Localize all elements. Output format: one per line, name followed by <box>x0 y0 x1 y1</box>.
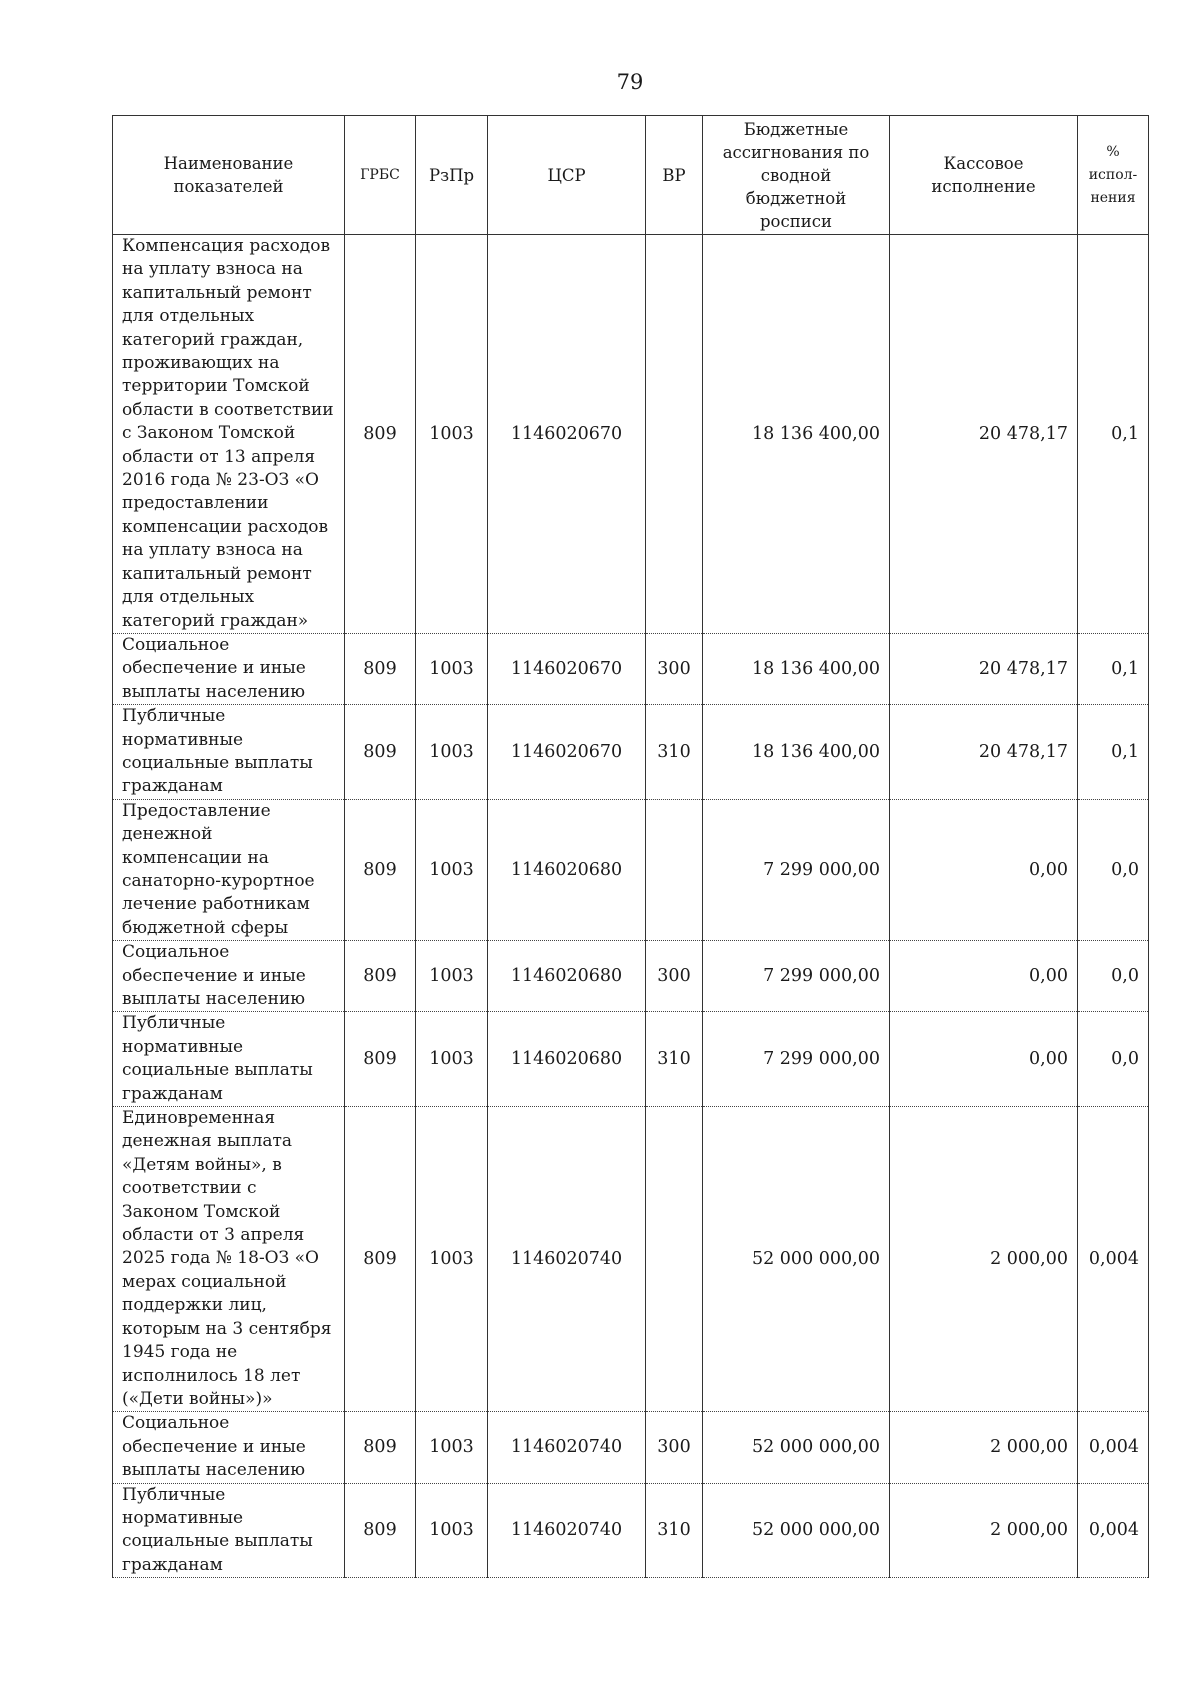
row-budget-cell: 7 299 000,00 <box>703 799 890 940</box>
row-budget-cell: 52 000 000,00 <box>703 1412 890 1483</box>
row-pct-cell: 0,004 <box>1078 1107 1149 1412</box>
row-name-cell: Социальное обеспечение и иные выплаты населению <box>113 941 345 1012</box>
table-body <box>113 235 1149 1578</box>
row-name-cell: Публичные нормативные социальные выплаты гражданам <box>113 1483 345 1578</box>
row-name-cell: Единовременная денежная выплата «Детям войны», в соответствии с Законом Томской области от 3 апреля 2025 года № 18-ОЗ «О мерах социальной поддержки лиц, которым на 3 сентября 1945 года не исполнилось 18 лет («Дети войны»)» <box>113 1107 345 1412</box>
row-vr-cell <box>646 799 703 940</box>
table-row <box>113 1412 1149 1483</box>
row-grbs-cell: 809 <box>345 235 416 634</box>
row-grbs-cell: 809 <box>345 1412 416 1483</box>
header-grbs: ГРБС <box>345 116 416 235</box>
table-row <box>113 633 1149 704</box>
row-csr-cell: 1146020740 <box>488 1483 646 1578</box>
header-cash: Кассовое исполнение <box>890 116 1078 235</box>
table-header <box>113 116 1149 235</box>
row-vr-cell: 310 <box>646 705 703 800</box>
table-row <box>113 941 1149 1012</box>
table-row <box>113 705 1149 800</box>
row-pct-cell: 0,1 <box>1078 633 1149 704</box>
row-cash-cell: 20 478,17 <box>890 633 1078 704</box>
row-cash-cell: 0,00 <box>890 799 1078 940</box>
row-budget-cell: 52 000 000,00 <box>703 1107 890 1412</box>
row-vr-cell: 310 <box>646 1012 703 1107</box>
row-pct-cell: 0,1 <box>1078 235 1149 634</box>
header-csr: ЦСР <box>488 116 646 235</box>
table-row <box>113 235 1149 634</box>
row-rzpr-cell: 1003 <box>416 1012 488 1107</box>
row-cash-cell: 2 000,00 <box>890 1483 1078 1578</box>
row-pct-cell: 0,1 <box>1078 705 1149 800</box>
page-number: 79 <box>616 70 644 94</box>
row-grbs-cell: 809 <box>345 705 416 800</box>
row-rzpr-cell: 1003 <box>416 1107 488 1412</box>
row-budget-cell: 7 299 000,00 <box>703 941 890 1012</box>
row-pct-cell: 0,0 <box>1078 941 1149 1012</box>
row-budget-cell: 7 299 000,00 <box>703 1012 890 1107</box>
row-budget-cell: 18 136 400,00 <box>703 705 890 800</box>
row-pct-cell: 0,0 <box>1078 799 1149 940</box>
row-name-cell: Компенсация расходов на уплату взноса на капитальный ремонт для отдельных категорий граждан, проживающих на территории Томской области в соответствии с Законом Томской области от 13 апреля 2016 года № 23-ОЗ «О предоставлении компенсации расходов на уплату взноса на капитальный ремонт для отдельных категорий граждан» <box>113 235 345 634</box>
row-grbs-cell: 809 <box>345 941 416 1012</box>
row-vr-cell <box>646 1107 703 1412</box>
row-pct-cell: 0,004 <box>1078 1483 1149 1578</box>
table-row <box>113 799 1149 940</box>
row-rzpr-cell: 1003 <box>416 705 488 800</box>
row-cash-cell: 2 000,00 <box>890 1412 1078 1483</box>
row-cash-cell: 0,00 <box>890 1012 1078 1107</box>
row-vr-cell: 310 <box>646 1483 703 1578</box>
row-csr-cell: 1146020670 <box>488 705 646 800</box>
header-rzpr: РзПр <box>416 116 488 235</box>
header-budget: Бюджетные ассигнования по сводной бюджетной росписи <box>703 116 890 235</box>
table-row <box>113 1107 1149 1412</box>
row-csr-cell: 1146020680 <box>488 1012 646 1107</box>
row-name-cell: Предоставление денежной компенсации на санаторно-курортное лечение работникам бюджетной сферы <box>113 799 345 940</box>
row-vr-cell <box>646 235 703 634</box>
row-csr-cell: 1146020680 <box>488 799 646 940</box>
row-csr-cell: 1146020670 <box>488 633 646 704</box>
row-grbs-cell: 809 <box>345 1483 416 1578</box>
row-cash-cell: 2 000,00 <box>890 1107 1078 1412</box>
row-csr-cell: 1146020680 <box>488 941 646 1012</box>
row-name-cell: Социальное обеспечение и иные выплаты населению <box>113 1412 345 1483</box>
row-vr-cell: 300 <box>646 633 703 704</box>
table-row <box>113 1012 1149 1107</box>
row-vr-cell: 300 <box>646 941 703 1012</box>
row-rzpr-cell: 1003 <box>416 235 488 634</box>
row-budget-cell: 18 136 400,00 <box>703 235 890 634</box>
row-pct-cell: 0,0 <box>1078 1012 1149 1107</box>
row-cash-cell: 20 478,17 <box>890 705 1078 800</box>
header-row <box>113 116 1149 235</box>
row-grbs-cell: 809 <box>345 633 416 704</box>
row-rzpr-cell: 1003 <box>416 1483 488 1578</box>
budget-execution-table <box>112 115 1149 1578</box>
table-row <box>113 1483 1149 1578</box>
row-grbs-cell: 809 <box>345 1012 416 1107</box>
header-pct: % испол-нения <box>1078 116 1149 235</box>
row-name-cell: Публичные нормативные социальные выплаты гражданам <box>113 705 345 800</box>
row-csr-cell: 1146020670 <box>488 235 646 634</box>
row-cash-cell: 20 478,17 <box>890 235 1078 634</box>
row-csr-cell: 1146020740 <box>488 1412 646 1483</box>
row-csr-cell: 1146020740 <box>488 1107 646 1412</box>
row-rzpr-cell: 1003 <box>416 633 488 704</box>
header-name: Наименование показателей <box>113 116 345 235</box>
row-cash-cell: 0,00 <box>890 941 1078 1012</box>
row-rzpr-cell: 1003 <box>416 941 488 1012</box>
header-vr: ВР <box>646 116 703 235</box>
row-budget-cell: 18 136 400,00 <box>703 633 890 704</box>
row-name-cell: Социальное обеспечение и иные выплаты населению <box>113 633 345 704</box>
row-name-cell: Публичные нормативные социальные выплаты гражданам <box>113 1012 345 1107</box>
row-vr-cell: 300 <box>646 1412 703 1483</box>
row-grbs-cell: 809 <box>345 1107 416 1412</box>
row-grbs-cell: 809 <box>345 799 416 940</box>
row-pct-cell: 0,004 <box>1078 1412 1149 1483</box>
row-rzpr-cell: 1003 <box>416 1412 488 1483</box>
row-budget-cell: 52 000 000,00 <box>703 1483 890 1578</box>
row-rzpr-cell: 1003 <box>416 799 488 940</box>
